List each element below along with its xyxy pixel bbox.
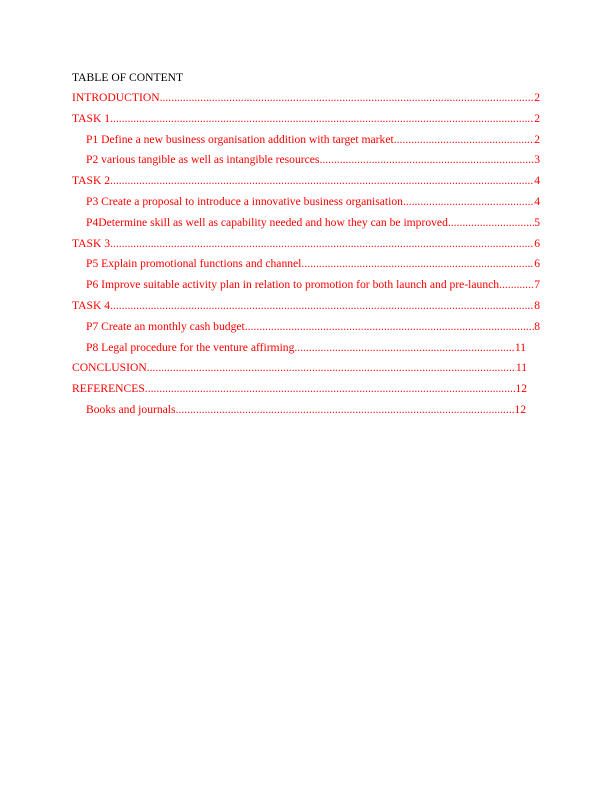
toc-entry-page: 8 xyxy=(534,319,540,333)
toc-entry-p5[interactable] xyxy=(86,257,540,278)
toc-entry-page: 4 xyxy=(534,174,540,188)
toc-entry-leader xyxy=(160,91,535,105)
toc-entry-text: P1 Define a new business organisation addition with target market xyxy=(86,132,394,146)
toc-entry-page: 6 xyxy=(534,236,540,250)
toc-entry-text: Books and journals xyxy=(86,402,176,416)
toc-entry-text: TASK 1 xyxy=(72,111,111,125)
toc-entry-p6[interactable] xyxy=(86,278,540,299)
toc-entry-text: REFERENCES xyxy=(72,382,145,396)
toc-entry-task-2[interactable] xyxy=(72,174,540,195)
toc-entry-p7[interactable] xyxy=(86,320,540,341)
toc-entry-p4[interactable] xyxy=(86,216,540,237)
toc-entry-text: TASK 4 xyxy=(72,298,111,312)
toc-entry-leader xyxy=(110,112,534,126)
toc-entry-page: 6 xyxy=(534,257,540,271)
toc-entry-page: 5 xyxy=(534,215,540,229)
toc-entry-leader xyxy=(110,237,534,251)
toc-entry-page: 2 xyxy=(534,91,540,104)
toc-entry-page: 11 xyxy=(515,361,527,375)
toc-entry-text: P2 various tangible as well as intangible resources xyxy=(86,153,320,167)
toc-entry-text: P5 Explain promotional functions and channel xyxy=(86,257,302,271)
toc-entry-leader xyxy=(294,341,514,355)
toc-entry-text: P4Determine skill as well as capability needed and how they can be improved xyxy=(86,215,448,229)
toc-entry-text: TASK 3 xyxy=(72,236,111,250)
table-of-contents xyxy=(72,71,540,424)
toc-entry-leader xyxy=(319,153,534,167)
toc-entry-text: P3 Create a proposal to introduce a innovative business organisation xyxy=(86,194,403,208)
toc-entry-text: CONCLUSION xyxy=(72,361,147,375)
toc-entry-page: 3 xyxy=(534,153,540,167)
toc-entry-text: P8 Legal procedure for the venture affirming xyxy=(86,340,295,354)
toc-entry-leader xyxy=(147,361,516,375)
toc-entry-task-1[interactable] xyxy=(72,112,540,133)
toc-entry-text: TASK 2 xyxy=(72,174,111,188)
toc-entry-page: 12 xyxy=(515,382,527,396)
toc-title: TABLE OF CONTENT xyxy=(72,71,184,84)
toc-entry-leader xyxy=(176,403,515,417)
toc-entry-references[interactable] xyxy=(72,382,527,403)
toc-entry-page: 7 xyxy=(534,278,540,292)
toc-entry-page: 4 xyxy=(534,194,540,208)
toc-entry-page: 8 xyxy=(534,298,540,312)
toc-entry-task-4[interactable] xyxy=(72,299,540,320)
toc-entry-leader xyxy=(499,278,534,292)
toc-entry-leader xyxy=(448,216,534,230)
toc-entry-leader xyxy=(110,174,534,188)
toc-entry-page: 2 xyxy=(534,111,540,125)
toc-entry-page: 11 xyxy=(514,340,526,354)
toc-entry-text: P7 Create an monthly cash budget xyxy=(86,319,245,333)
toc-entry-books-and-journals[interactable] xyxy=(86,403,526,424)
toc-entry-text: INTRODUCTION xyxy=(72,91,160,104)
toc-entry-p3[interactable] xyxy=(86,195,540,216)
toc-entry-p8[interactable] xyxy=(86,341,526,362)
toc-entry-leader xyxy=(301,257,534,271)
toc-entry-leader xyxy=(403,195,534,209)
toc-entry-leader xyxy=(110,299,534,313)
toc-entry-conclusion[interactable] xyxy=(72,361,527,382)
toc-entry-leader xyxy=(245,320,534,334)
toc-entry-leader xyxy=(145,382,516,396)
toc-entry-introduction[interactable] xyxy=(72,91,540,112)
toc-entry-text: P6 Improve suitable activity plan in relation to promotion for both launch and pre-launch xyxy=(86,278,500,292)
toc-entry-page: 12 xyxy=(514,402,526,416)
toc-entry-task-3[interactable] xyxy=(72,237,540,258)
toc-entry-page: 2 xyxy=(534,132,540,146)
toc-entry-leader xyxy=(394,133,534,147)
toc-entry-p1[interactable] xyxy=(86,133,540,154)
toc-entry-p2[interactable] xyxy=(86,153,540,174)
